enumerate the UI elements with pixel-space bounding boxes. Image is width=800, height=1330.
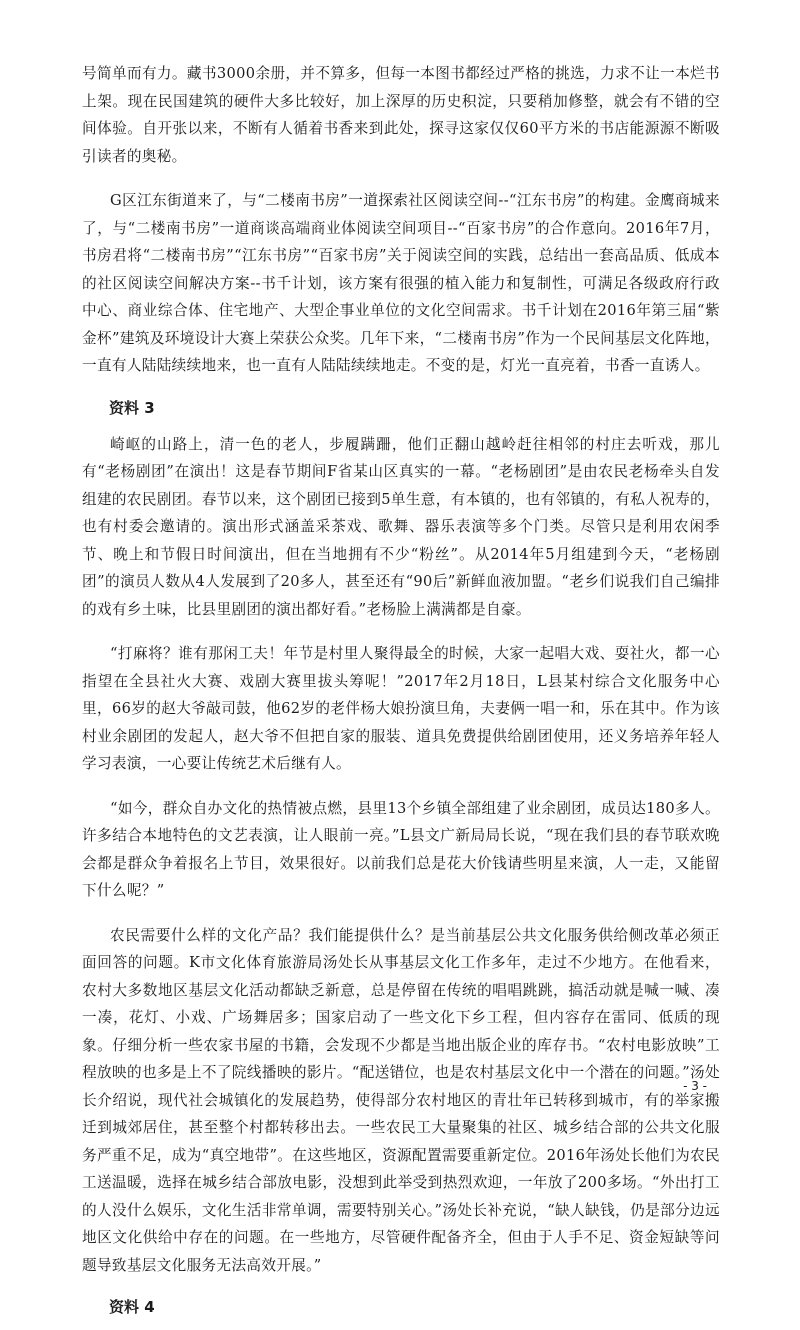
- paragraph-tang-director: 农民需要什么样的文化产品？我们能提供什么？是当前基层公共文化服务供给侧改革必须正面回答的问题。K市文化体育旅游局汤处长从事基层文化工作多年，走过不少地方。在他看来，农村大多数地区基层文化活动都缺乏新意，总是停留在传统的唱唱跳跳，搞活动就是喊一喊、凑一凑，花灯、小戏、广场舞居多；国家启动了一些文化下乡工程，但内容存在雷同、低质的现象。仔细分析一些农家书屋的书籍，会发现不少都是当地出版企业的库存书。“农村电影放映”工程放映的也多是上不了院线播映的影片。“配送错位，也是农村基层文化中一个潜在的问题。”汤处长介绍说，现代社会城镇化的发展趋势，使得部分农村地区的青壮年已转移到城市，有的举家搬迁到城郊居住，甚至整个村都转移出去。一些农民工大量聚集的社区、城乡结合部的公共文化服务严重不足，成为“真空地带”。在这些地区，资源配置需要重新定位。2016年汤处长他们为农民工送温暖，选择在城乡结合部放电影，没想到此举受到热烈欢迎，一年放了200多场。“外出打工的人没什么娱乐，文化生活非常单调，需要特别关心。”汤处长补充说，“缺人缺钱，仍是部分边远地区文化供给中存在的问题。在一些地方，尽管硬件配备齐全，但由于人手不足、资金短缺等问题导致基层文化服务无法高效开展。”: [82, 926, 720, 1274]
- section-heading-4: 资料 4: [109, 1298, 155, 1316]
- paragraph-laoyang-troupe: 崎岖的山路上，清一色的老人，步履蹒跚，他们正翻山越岭赶往相邻的村庄去听戏，那儿有“老杨剧团”在演出！这是春节期间F省某山区真实的一幕。“老杨剧团”是由农民老杨牵头自发组建的农民剧团。春节以来，这个剧团已接到5单生意，有本镇的，也有邻镇的，有私人祝寿的，也有村委会邀请的。演出形式涵盖采茶戏、歌舞、器乐表演等多个门类。尽管只是利用农闲季节、晚上和节假日时间演出，但在当地拥有不少“粉丝”。从2014年5月组建到今天，“老杨剧团”的演员人数从4人发展到了20多人，甚至还有“90后”新鲜血液加盟。“老乡们说我们自己编排的戏有乡土味，比县里剧团的演出都好看。”老杨脸上满满都是自豪。: [82, 435, 720, 618]
- document-page: [82, 60, 720, 1330]
- paragraph-zhao-grandpa: “打麻将？谁有那闲工夫！年节是村里人聚得最全的时候，大家一起唱大戏、耍社火，都一心指望在全县社火大赛、戏剧大赛里拔头筹呢！”2017年2月18日，L县某村综合文化服务中心里，66岁的赵大爷敲司鼓，他62岁的老伴杨大娘扮演旦角，夫妻俩一唱一和，乐在其中。作为该村业余剧团的发起人，赵大爷不但把自家的服装、道具免费提供给剧团使用，还义务培养年轻人学习表演，一心要让传统艺术后继有人。: [82, 645, 720, 772]
- paragraph-county-director: “如今，群众自办文化的热情被点燃，县里13个乡镇全部组建了业余剧团，成员达180多人。许多结合本地特色的文艺表演，让人眼前一亮。”L县文广新局局长说，“现在我们县的春节联欢晚会都是群众争着报名上节目，效果很好。以前我们总是花大价钱请些明星来演，人一走，又能留下什么呢？”: [82, 799, 720, 899]
- section-heading-3: 资料 3: [109, 398, 155, 417]
- paragraph-continued: 号简单而有力。藏书3000余册，并不算多，但每一本图书都经过严格的挑选，力求不让一本烂书上架。现在民国建筑的硬件大多比较好，加上深厚的历史积淀，只要稍加修整，就会有不错的空间体验。自开张以来，不断有人循着书香来到此处，探寻这家仅仅60平方米的书店能源源不断吸引读者的奥秘。: [82, 65, 720, 165]
- paragraph-jiangdong: G区江东街道来了，与“二楼南书房”一道探索社区阅读空间--“江东书房”的构建。金鹰商城来了，与“二楼南书房”一道商谈高端商业体阅读空间项目--“百家书房”的合作意向。2016年7月，书房君将“二楼南书房”“江东书房”“百家书房”关于阅读空间的实践，总结出一套高品质、低成本的社区阅读空间解决方案--书千计划，该方案有很强的植入能力和复制性，可满足各级政府行政中心、商业综合体、住宅地产、大型企事业单位的文化空间需求。书千计划在2016年第三届“紫金杯”建筑及环境设计大赛上荣获公众奖。几年下来，“二楼南书房”作为一个民间基层文化阵地，一直有人陆陆续续地来，也一直有人陆陆续续地走。不变的是，灯光一直亮着，书香一直诱人。: [82, 192, 720, 374]
- page-number: - 3 -: [683, 1079, 707, 1093]
